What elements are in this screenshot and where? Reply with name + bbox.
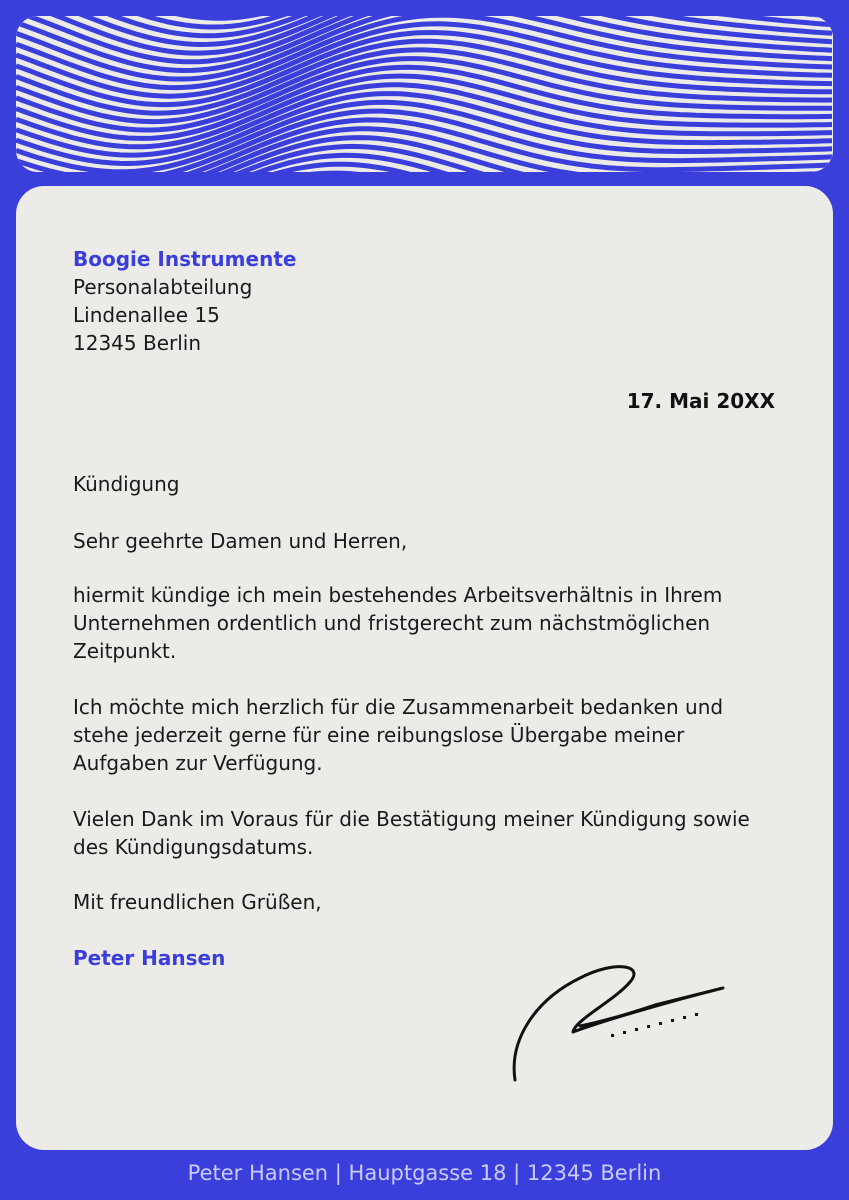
paragraph-line: Vielen Dank im Voraus für die Bestätigung meiner Kündigung sowie	[73, 807, 750, 831]
letter-date: 17. Mai 20XX	[626, 389, 775, 413]
letter-salutation: Sehr geehrte Damen und Herren,	[73, 529, 408, 553]
wave-pattern-graphic	[16, 16, 833, 172]
footer-address: Peter Hansen | Hauptgasse 18 | 12345 Berlin	[187, 1161, 662, 1185]
letter-closing: Mit freundlichen Grüßen,	[73, 890, 322, 914]
sender-name: Peter Hansen	[73, 946, 226, 970]
handwritten-signature	[505, 960, 735, 1090]
paragraph-1	[73, 581, 722, 665]
paragraph-line: Aufgaben zur Verfügung.	[73, 751, 323, 775]
wave-banner	[16, 16, 833, 172]
paragraph-line: Ich möchte mich herzlich für die Zusammenarbeit bedanken und	[73, 695, 724, 719]
recipient-city: 12345 Berlin	[73, 331, 202, 355]
paragraph-line: stehe jederzeit gerne für eine reibungslose Übergabe meiner	[73, 723, 685, 747]
recipient-street: Lindenallee 15	[73, 303, 220, 327]
recipient-department: Personalabteilung	[73, 275, 253, 299]
paragraph-3	[73, 805, 750, 861]
paragraph-line: des Kündigungsdatums.	[73, 835, 314, 859]
paragraph-2	[73, 693, 723, 777]
paragraph-line: Zeitpunkt.	[73, 639, 177, 663]
letter-subject: Kündigung	[73, 472, 180, 496]
recipient-company: Boogie Instrumente	[73, 247, 297, 271]
paragraph-line: hiermit kündige ich mein bestehendes Arbeitsverhältnis in Ihrem	[73, 583, 723, 607]
paragraph-line: Unternehmen ordentlich und fristgerecht zum nächstmöglichen	[73, 611, 711, 635]
